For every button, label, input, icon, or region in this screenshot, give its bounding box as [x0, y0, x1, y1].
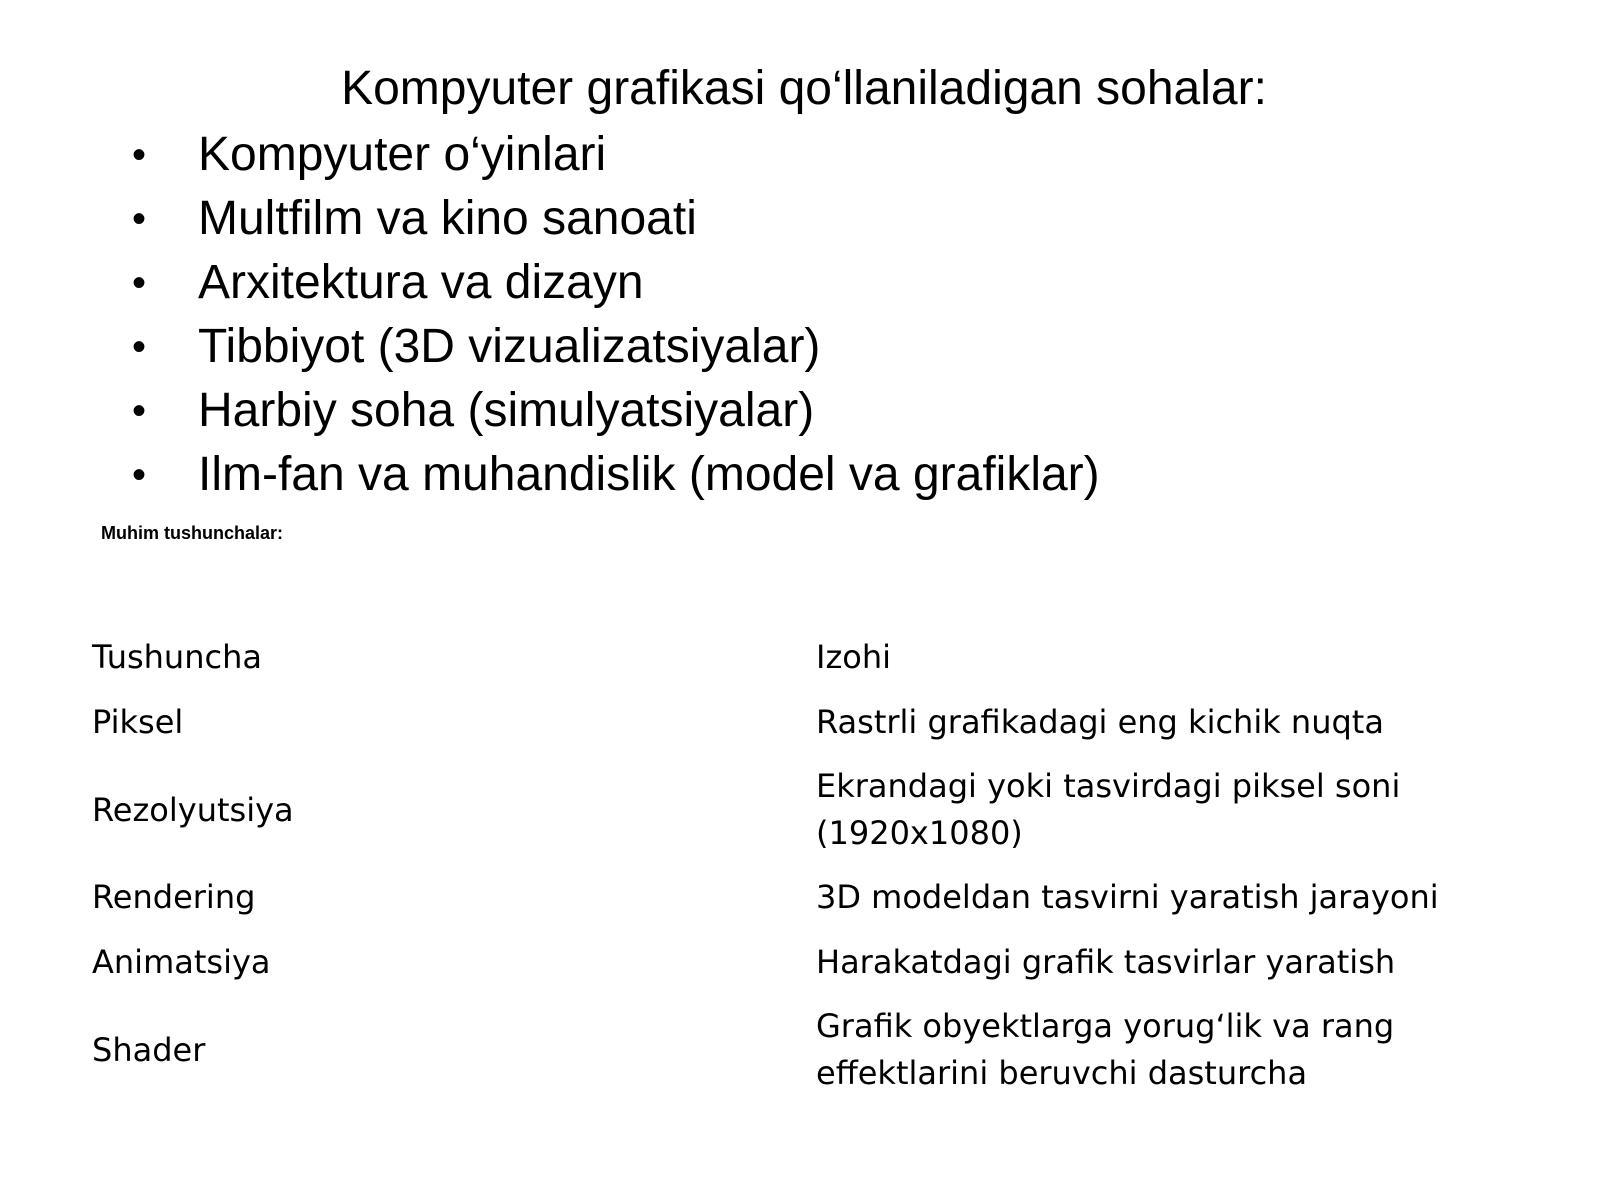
term-cell: Piksel [92, 703, 184, 741]
bullet-text: Multfilm va kino sanoati [198, 192, 697, 245]
table-row [92, 755, 1512, 865]
description-cell: Ekrandagi yoki tasvirdagi piksel soni (1920x1080) [816, 767, 1401, 852]
description-cell: Rastrli grafikadagi eng kichik nuqta [816, 703, 1384, 741]
bullet-text: Tibbiyot (3D vizualizatsiyalar) [198, 320, 821, 373]
table-row [92, 995, 1512, 1105]
table-row [92, 690, 1512, 755]
subheading: Muhim tushunchalar: [101, 523, 284, 543]
term-cell: Rendering [92, 878, 256, 916]
bullet-dot-icon: • [132, 261, 147, 305]
description-cell: 3D modeldan tasvirni yaratish jarayoni [816, 878, 1439, 916]
bullet-dot-icon: • [132, 133, 147, 177]
term-cell: Rezolyutsiya [92, 790, 294, 829]
terms-table [92, 625, 1512, 1105]
table-row [92, 865, 1512, 930]
table-header-row [92, 625, 1512, 690]
description-cell: Grafik obyektlarga yorug‘lik va rang effektlarini beruvchi dasturcha [816, 1007, 1395, 1092]
bullet-text: Harbiy soha (simulyatsiyalar) [198, 384, 815, 437]
header-term-cell: Tushuncha [92, 638, 262, 676]
slide-title: Kompyuter grafikasi qo‘llaniladigan sohalar: [341, 62, 1267, 115]
bullet-dot-icon: • [132, 197, 147, 241]
table-row [92, 930, 1512, 995]
bullet-text: Ilm-fan va muhandislik (model va grafiklar) [198, 448, 1100, 501]
term-cell: Animatsiya [92, 943, 271, 981]
bullet-text: Kompyuter o‘yinlari [198, 128, 607, 181]
bullet-dot-icon: • [132, 325, 147, 369]
description-cell: Harakatdagi grafik tasvirlar yaratish [816, 943, 1396, 981]
bullet-dot-icon: • [132, 453, 147, 497]
header-description-cell: Izohi [816, 638, 891, 676]
term-cell: Shader [92, 1030, 206, 1069]
bullet-text: Arxitektura va dizayn [198, 256, 644, 309]
bullet-dot-icon: • [132, 389, 147, 433]
